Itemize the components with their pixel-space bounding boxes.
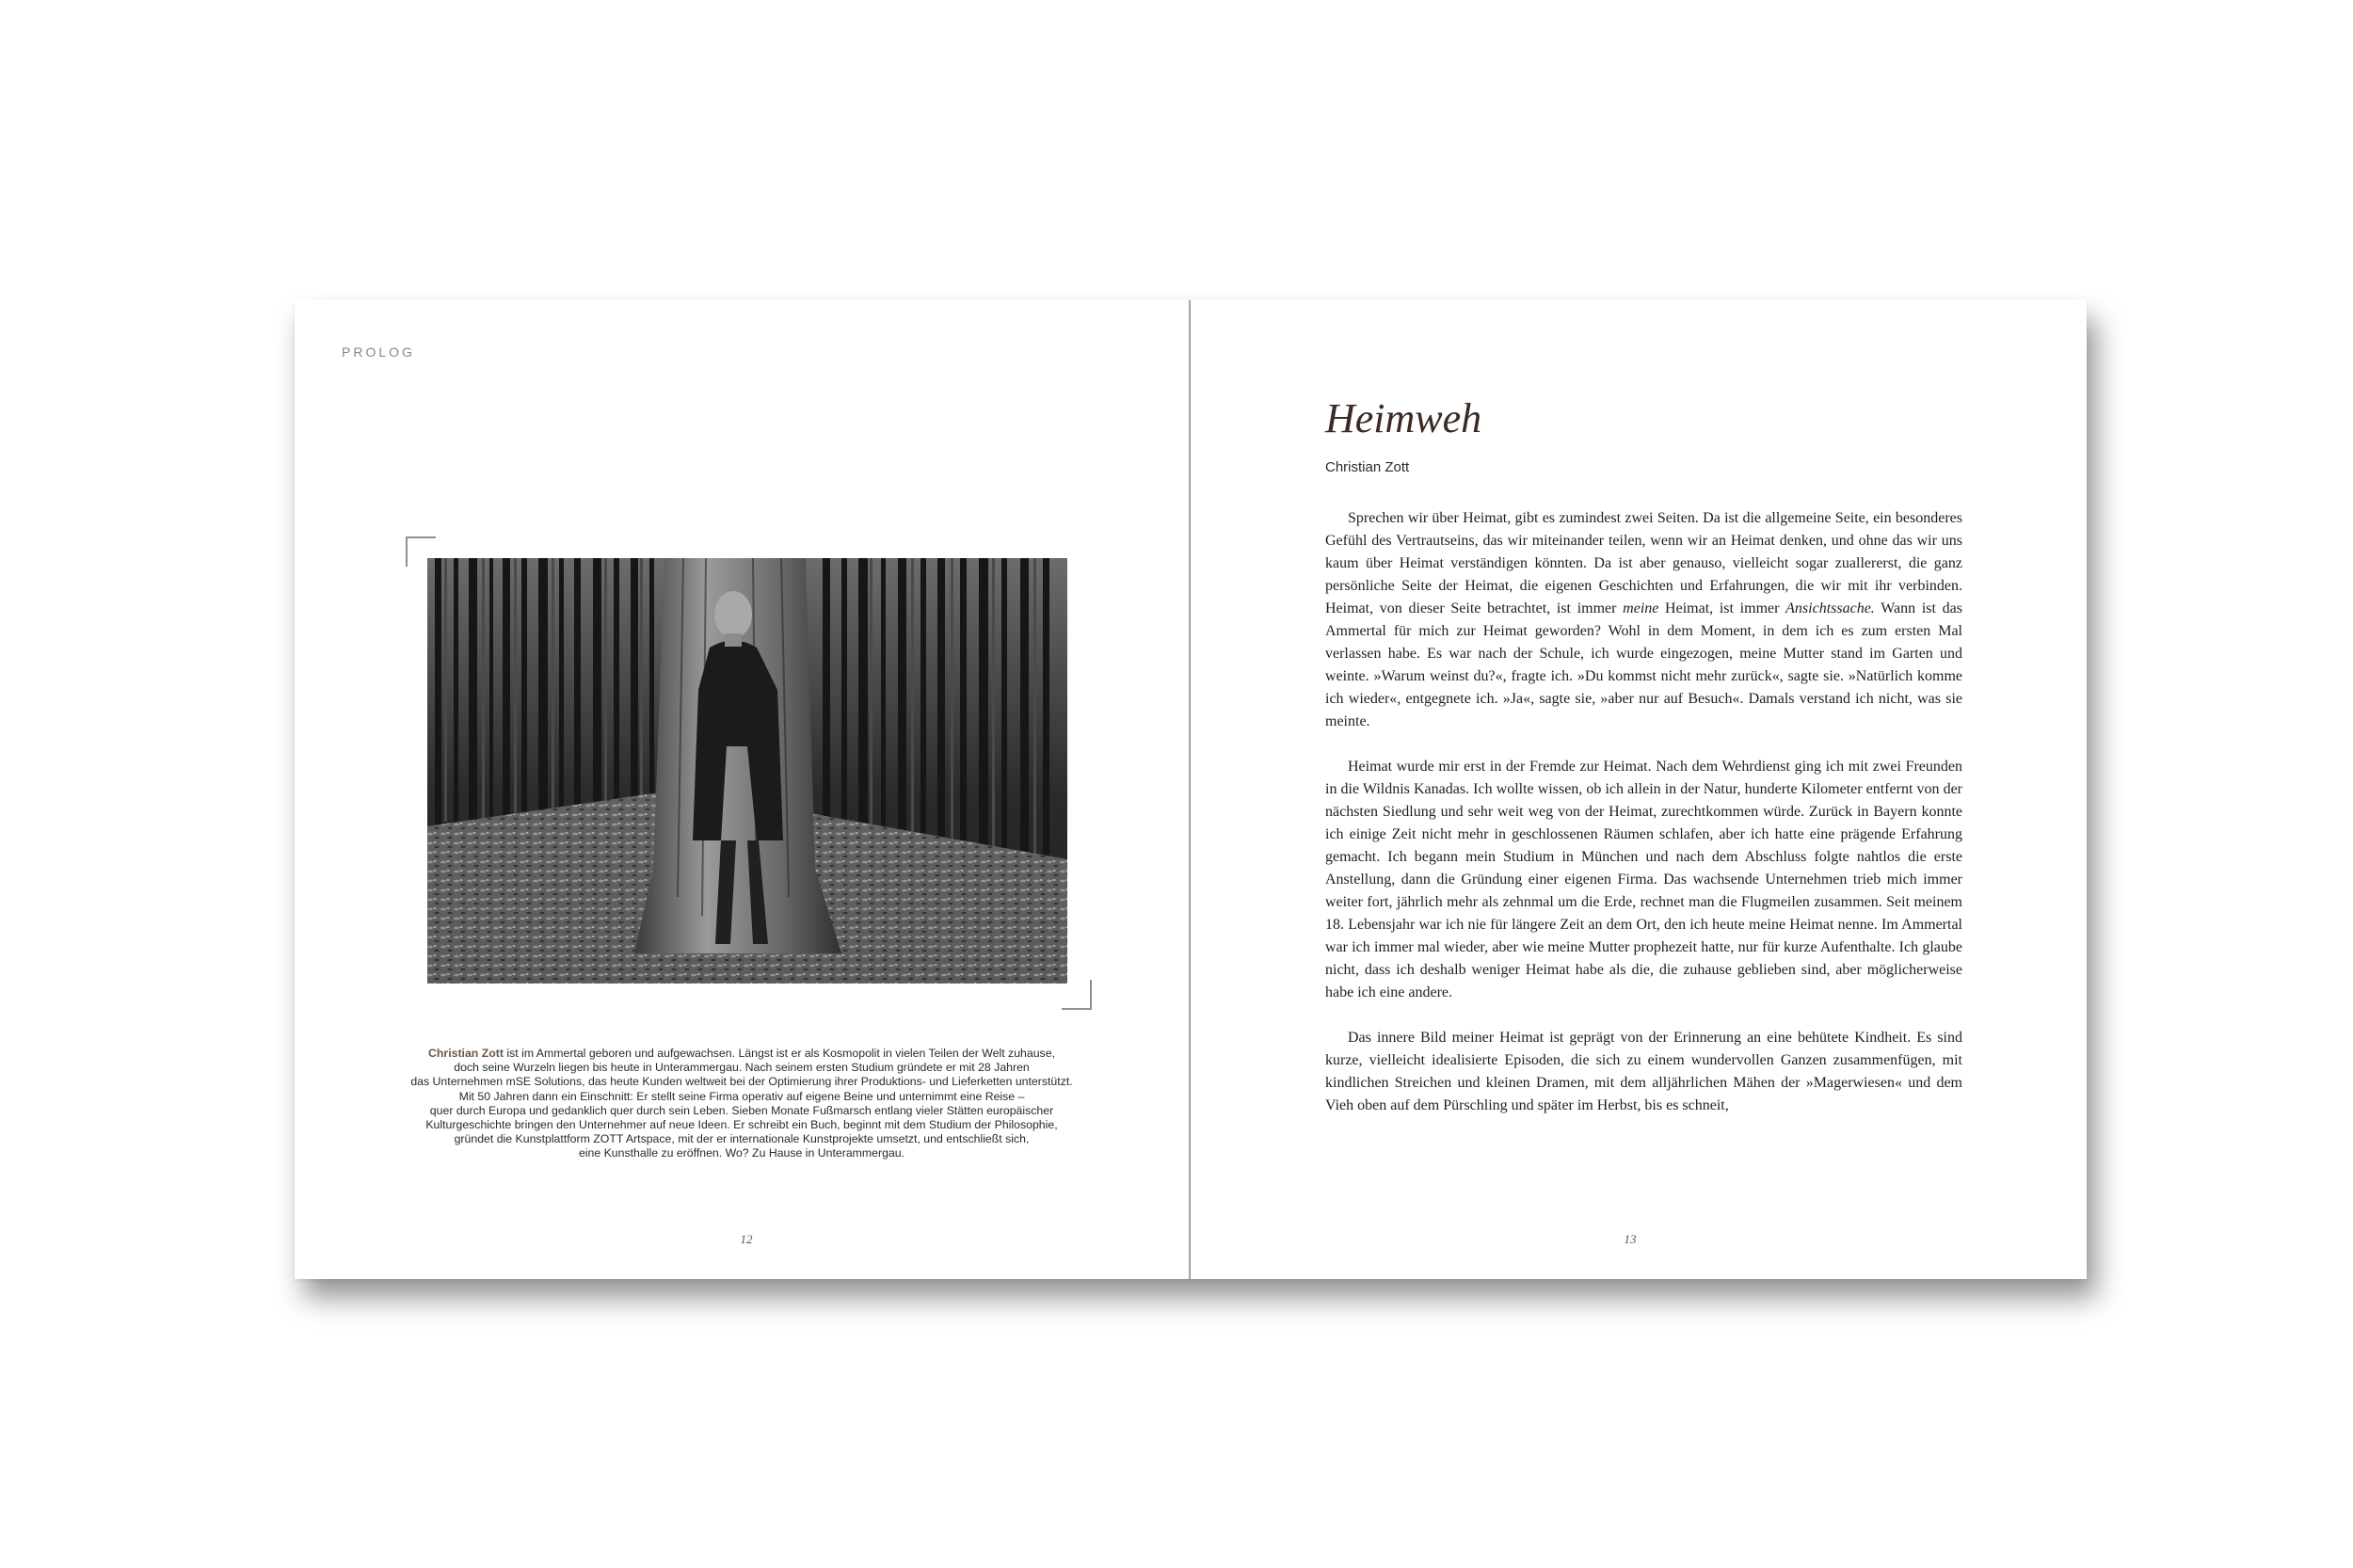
paragraph-text: Heimat, ist immer (1658, 600, 1786, 616)
emphasis-text: meine (1623, 600, 1659, 616)
caption-line: Mit 50 Jahren dann ein Einschnitt: Er stellt seine Firma operativ auf eigene Beine und unternimmt eine Reise – (458, 1089, 1025, 1103)
caption-line: quer durch Europa und gedanklich quer durch sein Leben. Sieben Monate Fußmarsch entlang vieler Stätten europäischer (429, 1103, 1054, 1117)
paragraph-text: Sprechen wir über Heimat, gibt es zumindest zwei Seiten. Da ist die allgemeine Seite, ein besonderes Gefühl des Vertrautseins, das wir miteinander teilen, wenn wir an Heimat denken, und ohne das wir uns kaum über Heimat verständigen könnten. Da ist aber genauso, vielleicht sogar zuallererst, die ganz persönliche Seite der Heimat, die eigenen Geschichten und Erfahrungen, die wir mit ihr verbinden. Heimat, von dieser Seite betrachtet, ist immer (1325, 510, 1962, 616)
left-page (295, 300, 1190, 1279)
page-number: 12 (740, 1232, 753, 1246)
caption-line-text: ist im Ammertal geboren und aufgewachsen. Längst ist er als Kosmopolit in vielen Teilen der Welt zuhause, (503, 1047, 1055, 1060)
caption-line: gründet die Kunstplattform ZOTT Artspace, mit der er internationale Kunstprojekte umsetzt, und entschließt sich, (454, 1132, 1030, 1146)
caption-line: eine Kunsthalle zu eröffnen. Wo? Zu Hause in Unterammergau. (578, 1146, 905, 1160)
emphasis-text: Ansichtssache. (1785, 600, 1875, 616)
portrait-photo (427, 558, 1067, 984)
caption-line: das Unternehmen mSE Solutions, das heute Kunden weltweit bei der Optimierung ihrer Produktions- und Lieferketten unterstützt. (410, 1075, 1073, 1089)
photo-corner-mark-bottom-right (1062, 980, 1092, 1010)
caption-author-name: Christian Zott (428, 1047, 504, 1060)
body-text (1325, 507, 1962, 1117)
book-spread (295, 300, 2087, 1279)
paragraph (1325, 507, 1962, 733)
running-head: PROLOG (342, 344, 415, 360)
chapter-title: Heimweh (1325, 395, 1482, 441)
paragraph: Heimat wurde mir erst in der Fremde zur Heimat. Nach dem Wehrdienst ging ich mit zwei Freunden in die Wildnis Kanadas. Ich wollte wissen, ob ich allein in der Natur, hunderte Kilometer entfernt von der nächsten Siedlung und sehr weit weg von der Heimat, zurechtkommen würde. Zurück in Bayern konnte ich einige Zeit nicht mehr in geschlossenen Räumen schlafen, aber ich hatte eine prägende Erfahrung gemacht. Ich begann mein Studium in München und nach dem Abschluss folgte nahtlos die erste Anstellung, dann die Gründung einer eigenen Firma. Das wachsende Unternehmen trieb mich immer weiter fort, jährlich mehr als zehnmal um die Erde, rechnet man die Flugmeilen zusammen. Seit meinem 18. Lebensjahr war ich nie für längere Zeit an dem Ort, den ich heute meine Heimat nenne. Im Ammertal war ich immer mal wieder, aber wie meine Mutter prophezeit hatte, nur für kurze Aufenthalte. Ich glaube nicht, dass ich deshalb weniger Heimat habe als die, die zuhause geblieben sind, aber möglicherweise habe ich eine andere. (1325, 759, 1962, 1000)
caption-line (360, 1047, 1123, 1061)
paragraph: Das innere Bild meiner Heimat ist geprägt von der Erinnerung an eine behütete Kindheit. Es sind kurze, vielleicht idealisierte Episoden, die sich zu einem wundervollen Ganzen zusammenfügen, mit kindlichen Streichen und kleinen Dramen, mit dem alljährlichen Mähen der »Magerwiesen« und dem Vieh oben auf dem Pürschling und später im Herbst, bis es schneit, (1325, 1030, 1962, 1113)
right-page (1191, 300, 2087, 1279)
photo-caption (360, 1047, 1123, 1161)
paragraph-text: Wann ist das Ammertal für mich zur Heimat geworden? Wohl in dem Moment, in dem ich es zum ersten Mal verlassen habe. Es war nach der Schule, ich wurde eingezogen, meine Mutter stand im Garten und weinte. »Warum weinst du?«, fragte ich. »Du kommst nicht mehr zurück«, sagte sie. »Natürlich komme ich wieder«, entgegnete ich. »Ja«, sagte sie, »aber nur auf Besuch«. Damals verstand ich nicht, was sie meinte. (1325, 600, 1962, 729)
chapter-author: Christian Zott (1325, 459, 1410, 475)
page-number: 13 (1624, 1232, 1637, 1246)
caption-line: Kulturgeschichte bringen den Unternehmer auf neue Ideen. Er schreibt ein Buch, beginnt mit dem Studium der Philosophie, (425, 1118, 1058, 1132)
caption-line: doch seine Wurzeln liegen bis heute in Unterammergau. Nach seinem ersten Studium gründete er mit 28 Jahren (454, 1061, 1030, 1075)
